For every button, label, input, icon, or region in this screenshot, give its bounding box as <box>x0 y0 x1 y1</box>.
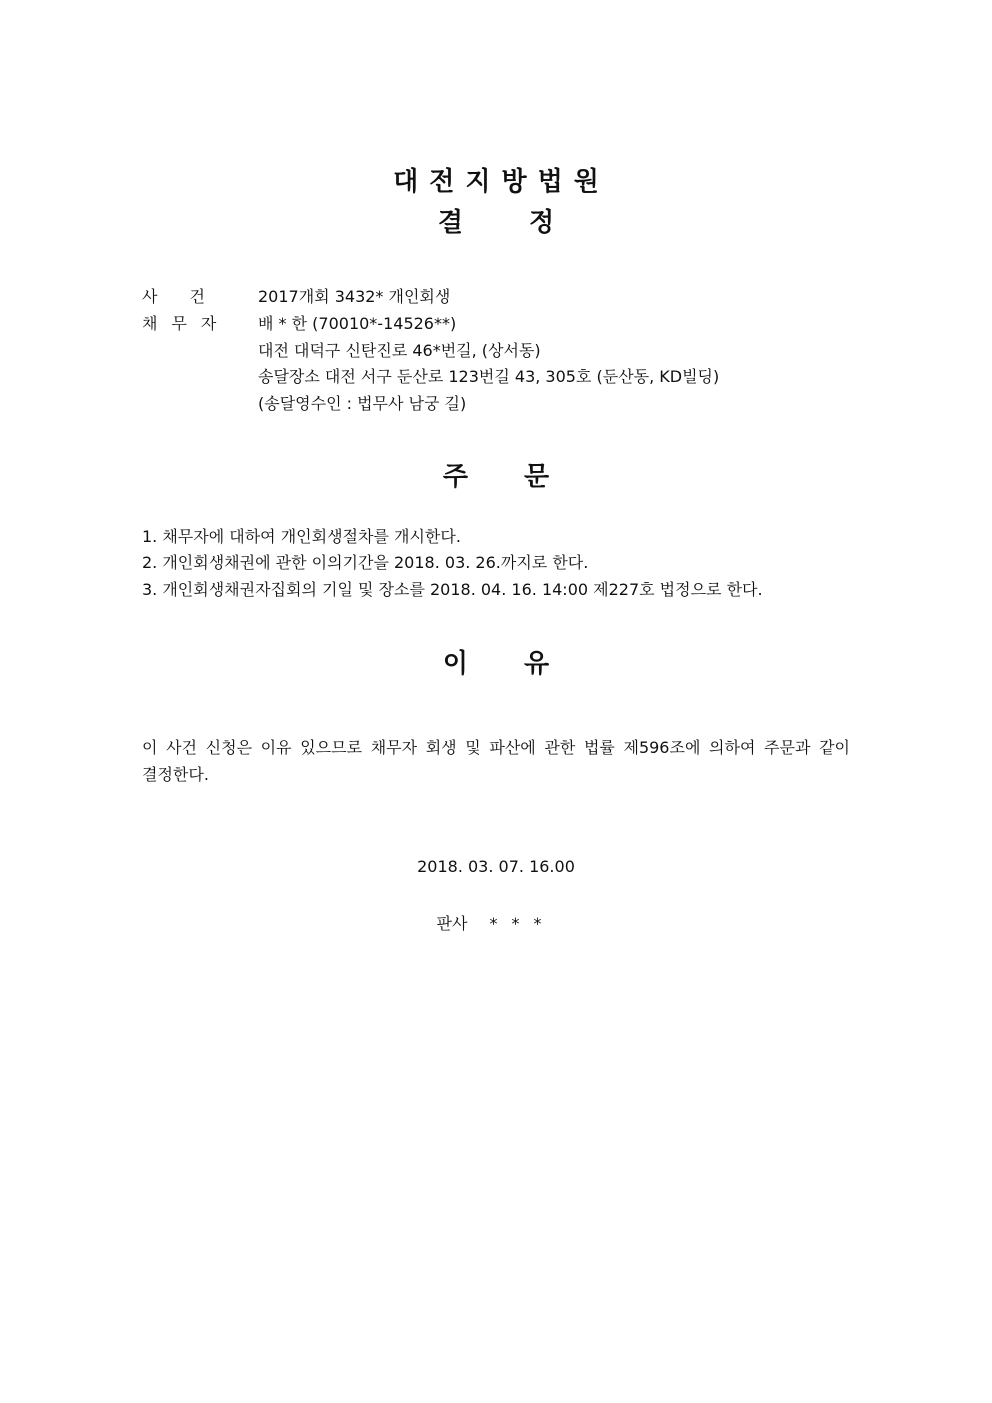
order-item-3: 3. 개인회생채권자집회의 기일 및 장소를 2018. 04. 16. 14:00 제227호 법정으로 한다. <box>142 580 763 599</box>
case-label: 사건 <box>142 287 237 306</box>
judge-label: 판사 <box>436 914 468 933</box>
delivery-recipient: (송달영수인 : 법무사 남궁 길) <box>258 394 467 413</box>
decision-date: 2018. 03. 07. 16.00 <box>417 857 575 876</box>
court-name: 대전지방법원 <box>393 167 610 197</box>
document-title: 결정 <box>437 208 621 238</box>
debtor-address: 대전 대덕구 신탄진로 46*번길, (상서동) <box>258 341 541 360</box>
reason-heading: 이유 <box>442 649 606 679</box>
order-item-1: 1. 채무자에 대하여 개인회생절차를 개시한다. <box>142 527 461 546</box>
order-item-2: 2. 개인회생채권에 관한 이의기간을 2018. 03. 26.까지로 한다. <box>142 553 589 572</box>
debtor-label: 채무자 <box>142 314 231 333</box>
judge-name: *** <box>489 914 556 933</box>
judge-signature-line <box>0 911 992 934</box>
order-heading: 주문 <box>442 462 606 492</box>
reason-text: 이 사건 신청은 이유 있으므로 채무자 회생 및 파산에 관한 법률 제596조에 의하여 주문과 같이 결정한다. <box>142 738 850 784</box>
case-value: 2017개회 3432* 개인회생 <box>258 287 451 306</box>
delivery-address: 송달장소 대전 서구 둔산로 123번길 43, 305호 (둔산동, KD빌딩) <box>258 367 720 386</box>
debtor-name: 배 * 한 (70010*-14526**) <box>258 314 457 333</box>
